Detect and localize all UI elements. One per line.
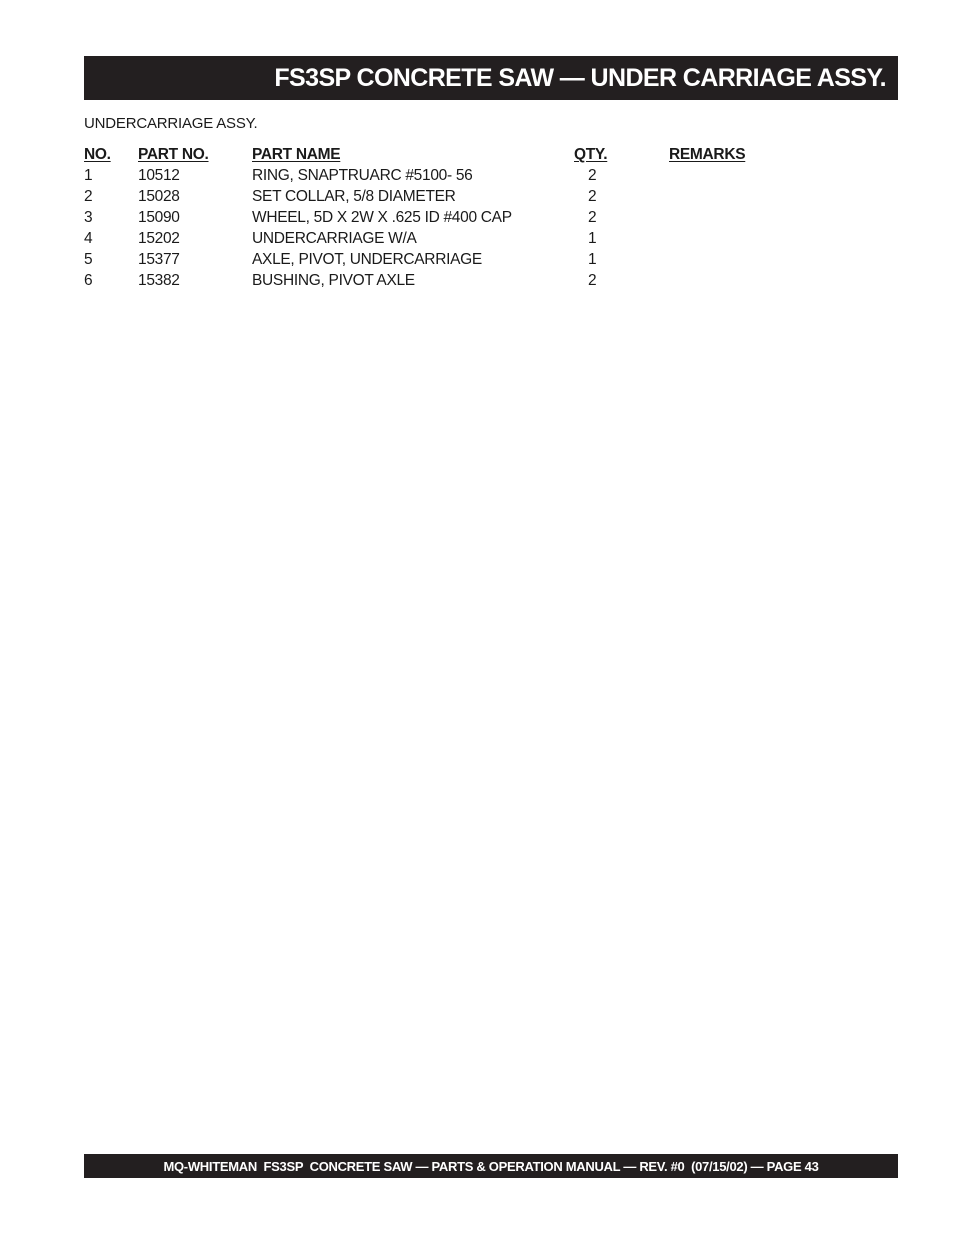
- row-qty: 2: [588, 188, 597, 205]
- column-header-part-name: PART NAME: [252, 146, 341, 163]
- column-header-part-no: PART NO.: [138, 146, 209, 163]
- parts-table: [84, 144, 784, 291]
- row-part-no: 15090: [138, 209, 180, 226]
- row-part-no: 15377: [138, 251, 180, 268]
- row-qty: 2: [588, 272, 597, 289]
- row-no: 4: [84, 230, 93, 247]
- row-part-name: UNDERCARRIAGE W/A: [252, 230, 417, 247]
- row-part-name: WHEEL, 5D X 2W X .625 ID #400 CAP: [252, 209, 512, 226]
- row-qty: 2: [588, 209, 597, 226]
- row-qty: 1: [588, 251, 597, 268]
- page-title: FS3SP CONCRETE SAW — UNDER CARRIAGE ASSY.: [274, 63, 886, 92]
- row-part-name: BUSHING, PIVOT AXLE: [252, 272, 415, 289]
- row-part-no: 15382: [138, 272, 180, 289]
- table-row: [84, 270, 784, 291]
- footer-text: MQ-WHITEMAN FS3SP CONCRETE SAW — PARTS & OPERATION MANUAL — REV. #0 (07/15/02) — PAGE 43: [163, 1158, 819, 1174]
- table-row: [84, 165, 784, 186]
- row-part-name: AXLE, PIVOT, UNDERCARRIAGE: [252, 251, 482, 268]
- table-row: [84, 207, 784, 228]
- column-header-remarks: REMARKS: [669, 146, 746, 163]
- row-no: 5: [84, 251, 93, 268]
- column-header-no: NO.: [84, 146, 111, 163]
- row-no: 1: [84, 167, 93, 184]
- row-part-no: 10512: [138, 167, 180, 184]
- row-no: 3: [84, 209, 93, 226]
- page-footer-bar: [84, 1154, 898, 1178]
- row-qty: 2: [588, 167, 597, 184]
- section-label: UNDERCARRIAGE ASSY.: [84, 115, 258, 132]
- table-row: [84, 186, 784, 207]
- column-header-qty: QTY.: [574, 146, 608, 163]
- table-row: [84, 249, 784, 270]
- row-qty: 1: [588, 230, 597, 247]
- row-part-name: RING, SNAPTRUARC #5100- 56: [252, 167, 473, 184]
- row-no: 2: [84, 188, 93, 205]
- table-row: [84, 228, 784, 249]
- table-header-row: [84, 144, 784, 165]
- row-no: 6: [84, 272, 93, 289]
- row-part-no: 15028: [138, 188, 180, 205]
- row-part-no: 15202: [138, 230, 180, 247]
- row-part-name: SET COLLAR, 5/8 DIAMETER: [252, 188, 456, 205]
- page-header-bar: [84, 56, 898, 100]
